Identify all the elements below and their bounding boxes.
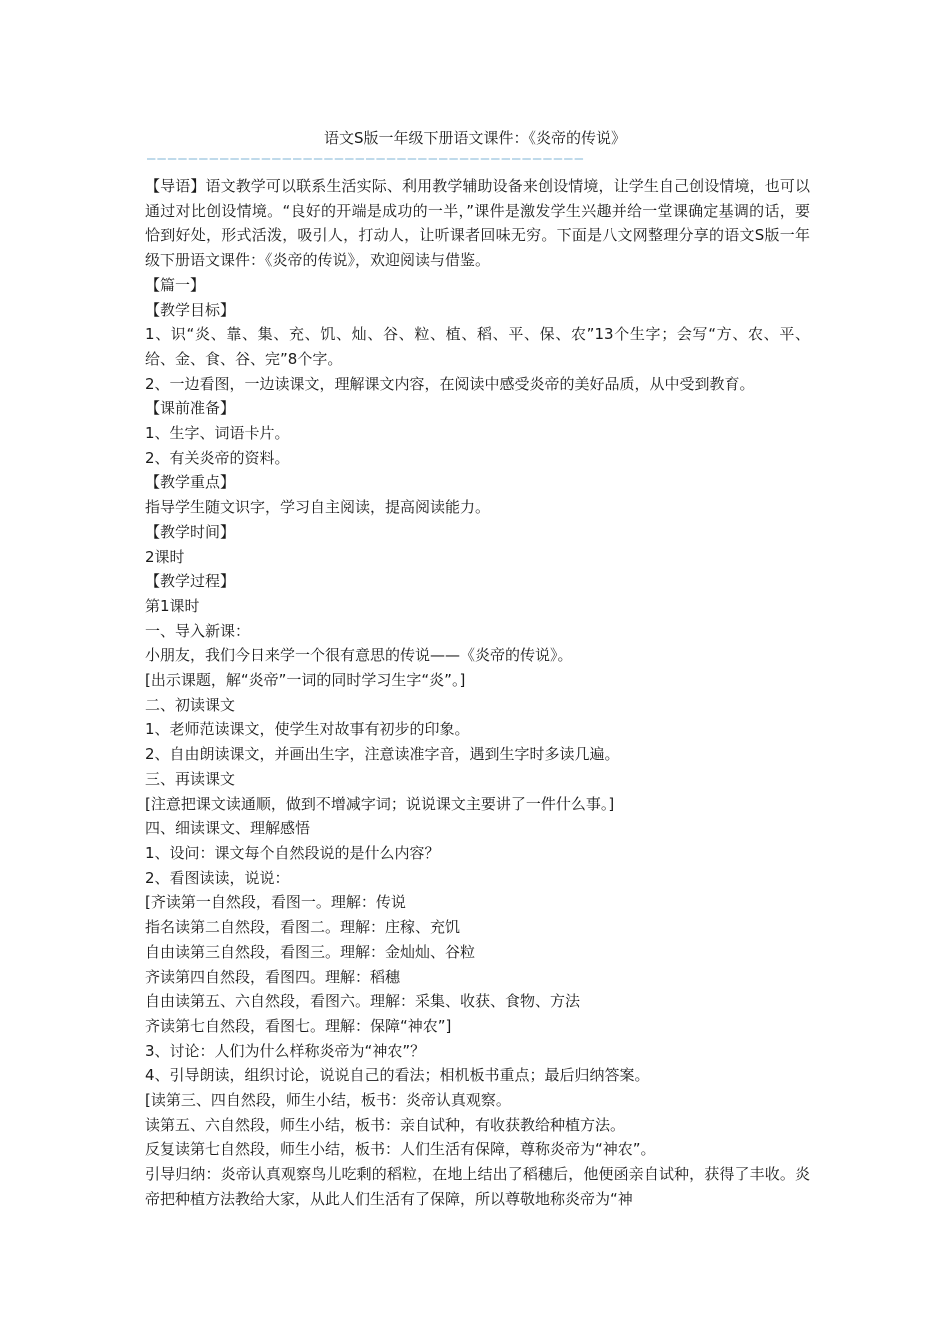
body-line: 引导归纳：炎帝认真观察鸟儿吃剩的稻粒，在地上结出了稻穗后，他便函亲自试种，获得了丰收。炎帝把种植方法教给大家，从此人们生活有了保障，所以尊敬地称炎帝为“神 (145, 1165, 810, 1208)
body-line: 小朋友，我们今日来学一个很有意思的传说——《炎帝的传说》。 (145, 646, 573, 665)
section-heading: 【教学过程】 (145, 572, 236, 591)
body-line: [注意把课文读通顺，做到不增减字词；说说课文主要讲了一件什么事。] (145, 794, 615, 813)
list-item: 4、引导朗读，组织讨论，说说自己的看法；相机板书重点；最后归纳答案。 (145, 1066, 650, 1085)
body-line: 第1课时 (145, 596, 200, 615)
list-item: 1、识“炎、靠、集、充、饥、灿、谷、粒、植、稻、平、保、农”13个生字；会写“方、农、平、给、金、食、谷、完”8个字。 (145, 325, 810, 368)
list-item: 1、生字、词语卡片。 (145, 424, 290, 443)
body-line: 指名读第二自然段，看图二。理解：庄稼、充饥 (145, 918, 461, 937)
step-heading: 一、导入新课： (145, 621, 251, 640)
document-title: 语文S版一年级下册语文课件：《炎帝的传说》 (323, 129, 627, 147)
step-heading: 二、初读课文 (145, 695, 236, 714)
section-heading: 【篇一】 (145, 275, 206, 294)
section-heading: 【课前准备】 (145, 399, 236, 418)
list-item: 1、老师范读课文，使学生对故事有初步的印象。 (145, 720, 470, 739)
section-heading: 【教学时间】 (145, 522, 236, 541)
body-line: 齐读第七自然段，看图七。理解：保障“神农”] (145, 1016, 452, 1035)
body-line: 反复读第七自然段，师生小结，板书：人们生活有保障，尊称炎帝为“神农”。 (145, 1140, 656, 1159)
document-body (145, 174, 810, 1212)
body-line: 指导学生随文识字，学习自主阅读，提高阅读能力。 (145, 498, 491, 517)
list-item: 2、看图读读，说说： (145, 868, 290, 887)
step-heading: 四、细读课文、理解感悟 (145, 819, 311, 838)
step-heading: 三、再读课文 (145, 769, 236, 788)
body-line: 自由读第三自然段，看图三。理解：金灿灿、谷粒 (145, 942, 476, 961)
body-line: 2课时 (145, 547, 185, 566)
body-line: 齐读第四自然段，看图四。理解：稻穗 (145, 967, 401, 986)
body-line: [读第三、四自然段，师生小结，板书：炎帝认真观察。 (145, 1091, 511, 1110)
intro-paragraph: 【导语】语文教学可以联系生活实际、利用教学辅助设备来创设情境，让学生自己创设情境，也可以通过对比创设情境。“良好的开端是成功的一半，”课件是激发学生兴趣并给一堂课确定基调的话，要恰到好处，形式活泼，吸引人，打动人，让听课者回味无穷。下面是八文网整理分享的语文S版一年级下册语文课件：《炎帝的传说》，欢迎阅读与借鉴。 (145, 177, 810, 270)
section-heading: 【教学目标】 (145, 300, 236, 319)
body-line: 读第五、六自然段，师生小结，板书：亲自试种，有收获教给种植方法。 (145, 1115, 626, 1134)
body-line: 自由读第五、六自然段，看图六。理解：采集、收获、食物、方法 (145, 992, 581, 1011)
body-line: [齐读第一自然段，看图一。理解：传说 (145, 893, 406, 912)
list-item: 2、自由朗读课文，并画出生字，注意读准字音，遇到生字时多读几遍。 (145, 745, 620, 764)
list-item: 3、讨论：人们为什么样称炎帝为“神农”？ (145, 1041, 426, 1060)
section-heading: 【教学重点】 (145, 473, 236, 492)
body-line: [出示课题，解“炎帝”一词的同时学习生字“炎”。] (145, 671, 466, 690)
title-divider: —————————————————————————————————————————— (147, 151, 586, 167)
list-item: 2、有关炎帝的资料。 (145, 448, 290, 467)
list-item: 2、一边看图，一边读课文，理解课文内容，在阅读中感受炎帝的美好品质，从中受到教育。 (145, 374, 755, 393)
list-item: 1、设问：课文每个自然段说的是什么内容？ (145, 843, 440, 862)
